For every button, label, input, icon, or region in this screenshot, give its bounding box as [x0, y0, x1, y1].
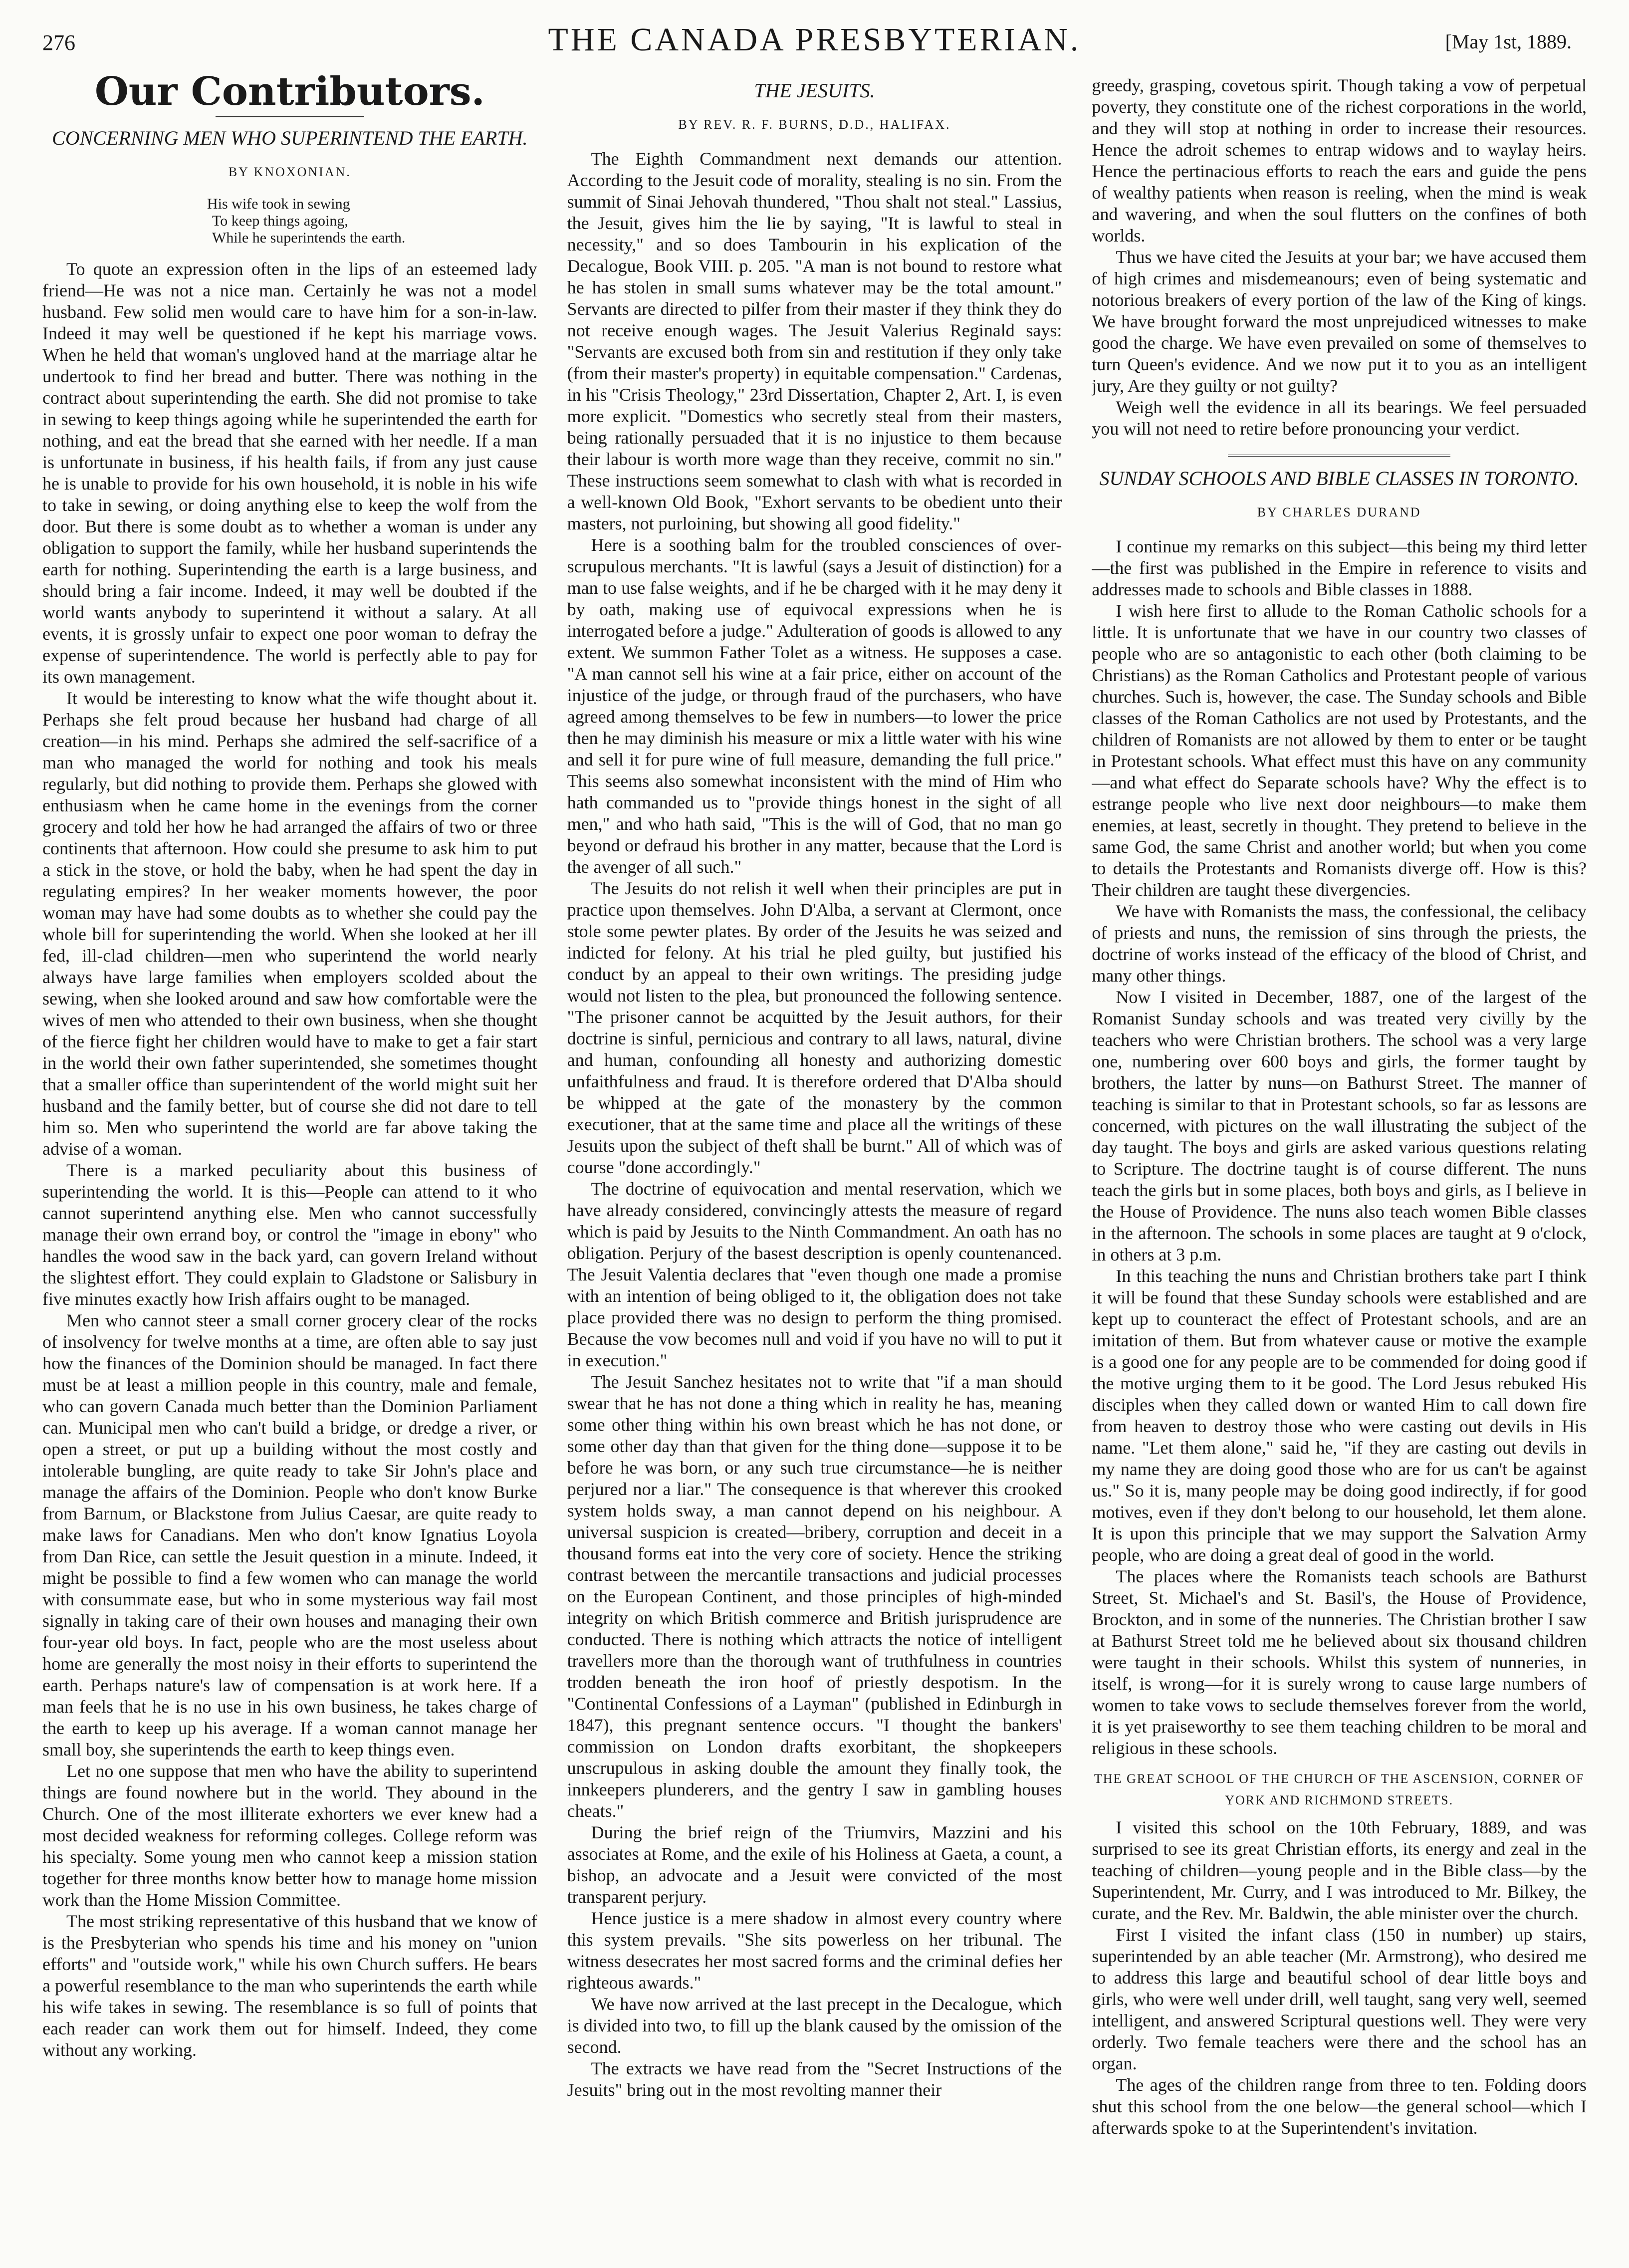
paragraph: Thus we have cited the Jesuits at your bar; we have accused them of high crimes and misdemeanours; even of being systematic and notorious breakers of every portion of the law of the King of kings. We have brought forward the most unprejudiced witnesses to make good the charge. We have even prevailed on some of themselves to turn Queen's evidence. And we now put it to you as an intelligent jury, Are they guilty or not guilty?	[1092, 247, 1587, 396]
article-columns	[42, 75, 1587, 2251]
verse-line: To keep things agoing,	[212, 213, 348, 229]
section-subheading: THE GREAT SCHOOL OF THE CHURCH OF THE ASCENSION, CORNER OF YORK AND RICHMOND STREETS.	[1094, 1771, 1585, 1807]
divider-rule	[1228, 455, 1450, 457]
paragraph: I visited this school on the 10th February, 1889, and was surprised to see its great Christian efforts, its energy and zeal in the teaching of children—young people and in the Bible class—by the Superintendent, Mr. Curry, and I was introduced to Mr. Bilkey, the curate, and the Rev. Mr. Baldwin, the able minister over the church.	[1092, 1817, 1587, 1923]
paragraph: First I visited the infant class (150 in number) up stairs, superintended by an able teacher (Mr. Armstrong), who desired me to address this large and beautiful school of dear little boys and girls, who were well under drill, well taught, sang very well, seemed intelligent, and answered Scriptural questions well. They were very orderly. Two female teachers were there and the school has an organ.	[1092, 1925, 1587, 2073]
paragraph: The extracts we have read from the "Secret Instructions of the Jesuits" bring out in the most revolting manner their	[567, 2058, 1062, 2100]
paragraph: I wish here first to allude to the Roman Catholic schools for a little. It is unfortunate that we have in our country two classes of people who are so antagonistic to each other (both claiming to be Christians) as the Roman Catholics and Protestant people of various churches. Such is, however, the case. The Sunday schools and Bible classes of the Roman Catholics are not used by Protestants, and the children of Romanists are not allowed by them to enter or be taught in Protestant schools. What effect must this have on any community—and what effect do Separate schools have? Why the effect is to estrange people who live next door neighbours—to make them enemies, at least, secretly in thought. They pretend to believe in the same God, the same Christ and another world; but when you come to details the Protestants and Romanists diverge off. How is this? Their children are taught these divergencies.	[1092, 601, 1587, 900]
paragraph: The Eighth Commandment next demands our attention. According to the Jesuit code of morality, stealing is no sin. From the summit of Sinai Jehovah thundered, "Thou shalt not steal." Lassius, the Jesuit, gives him the lie by saying, "It is lawful to steal in necessity," and so does Tambourin in his explication of the Decalogue, Book VIII. p. 205. "A man is not bound to restore what he has stolen in small sums whatever may be the total amount." Servants are directed to pilfer from their master if they think they do not receive enough wages. The Jesuit Valerius Reginald says: "Servants are excused both from sin and restitution if they only take (from their master's property) in equitable compensation." Cardenas, in his "Crisis Theology," 23rd Dissertation, Chapter 2, Art. I, is even more explicit. "Domestics who secretly steal from their masters, being rationally persuaded that it is no injustice to them because their labour is worth more wage than they receive, commit no sin." These instructions seem somewhat to clash with what is recorded in a well-known Old Book, "Exhort servants to be obedient unto their masters, not purloining, but showing all good fidelity."	[567, 149, 1062, 533]
paragraph: I continue my remarks on this subject—this being my third letter—the first was published in the Empire in reference to visits and addresses made to schools and Bible classes in 1888.	[1092, 536, 1587, 599]
paragraph: Weigh well the evidence in all its bearings. We feel persuaded you will not need to retire before pronouncing your verdict.	[1092, 397, 1587, 439]
paragraph: Men who cannot steer a small corner grocery clear of the rocks of insolvency for twelve months at a time, are often able to say just how the finances of the Dominion should be managed. In fact there must be at least a million people in this country, male and female, who can govern Canada much better than the Dominion Parliament can. Municipal men who can't build a bridge, or dredge a river, or open a street, or put up a building without the most costly and intolerable bungling, are quite ready to take Sir John's place and manage the affairs of the Dominion. People who don't know Burke from Barnum, or Blackstone from Julius Caesar, are quite ready to make laws for Canadians. Men who don't know Ignatius Loyola from Dan Rice, can settle the Jesuit question in a minute. Indeed, it might be possible to find a few women who can manage the world with consummate ease, but who in some mysterious way fail most signally in taking care of their own houses and managing their own four-year old boys. In fact, people who are the most useless about home are generally the most noisy in their efforts to superintend the earth. Perhaps nature's law of compensation is at work here. If a man feels that he is no use in his own business, he takes charge of the earth to keep up his average. If a woman cannot manage her small boy, she superintends the earth to keep things even.	[42, 1310, 537, 1760]
section-heading: Our Contributors.	[94, 75, 485, 114]
epigraph-verse	[207, 196, 537, 247]
column-1	[42, 75, 537, 2251]
article-byline: BY REV. R. F. BURNS, D.D., HALIFAX.	[678, 117, 951, 132]
paragraph: The places where the Romanists teach schools are Bathurst Street, St. Michael's and St. Basil's, the House of Providence, Brockton, and in some of the nunneries. The Christian brother I saw at Bathurst Street told me he believed about six thousand children were taught in their schools. Whilst this system of nunneries, in itself, is wrong—for it is surely wrong to cause large numbers of women to take vows to seclude themselves forever from the world, it is yet praiseworthy to see them teaching children to be moral and religious in these schools.	[1092, 1566, 1587, 1758]
paragraph: We have now arrived at the last precept in the Decalogue, which is divided into two, to fill up the blank caused by the omission of the second.	[567, 1994, 1062, 2057]
article-title: THE JESUITS.	[754, 79, 875, 102]
newspaper-title: THE CANADA PRESBYTERIAN.	[548, 21, 1081, 58]
paragraph: The Jesuits do not relish it well when their principles are put in practice upon themselves. John D'Alba, a servant at Clermont, once stole some pewter plates. By order of the Jesuits he was seized and indicted for felony. At his trial he pled guilty, but justified his conduct by an appeal to their own writings. The presiding judge would not listen to the plea, but pronounced the following sentence. "The prisoner cannot be acquitted by the Jesuit authors, for their doctrine is sinful, pernicious and contrary to all laws, natural, divine and human, confounding all honesty and authorizing domestic unfaithfulness and fraud. It is therefore ordered that D'Alba should be whipped at the gate of the monastery by the common executioner, that at the same time and place all the writings of these Jesuits upon the subject of theft shall be burnt." All of which was of course "done accordingly."	[567, 878, 1062, 1177]
article-byline: BY CHARLES DURAND	[1257, 505, 1421, 519]
paragraph: There is a marked peculiarity about this business of superintending the world. It is this—People can attend to it who cannot superintend anything else. Men who cannot successfully manage their own errand boy, or control the "image in ebony" who handles the wood saw in the back yard, can govern Ireland without the slightest effort. They could explain to Gladstone or Salisbury in five minutes exactly how Irish affairs ought to be managed.	[42, 1160, 537, 1309]
paragraph: Here is a soothing balm for the troubled consciences of over-scrupulous merchants. "It is lawful (says a Jesuit of distinction) for a man to use false weights, and if he be charged with it he may deny it by oath, making use of equivocal expressions when he is interrogated before a judge." Adulteration of goods is allowed to any extent. We summon Father Tolet as a witness. He supposes a case. "A man cannot sell his wine at a fair price, either on account of the injustice of the judge, or through fraud of the purchasers, who have agreed among themselves to be few in numbers—to lower the price then he may diminish his measure or mix a little water with his wine and sell it for pure wine of full measure, demanding the full price." This seems also somewhat inconsistent with the mind of Him who hath commanded us to "provide things honest in the sight of all men," and who hath said, "This is the will of God, that no man go beyond or defraud his brother in any matter, because that the Lord is the avenger of all such."	[567, 535, 1062, 877]
column-2	[567, 75, 1062, 2251]
paragraph: The ages of the children range from three to ten. Folding doors shut this school from the one below—the general school—which I afterwards spoke to at the Superintendent's invitation.	[1092, 2075, 1587, 2138]
paragraph: We have with Romanists the mass, the confessional, the celibacy of priests and nuns, the remission of sins through the priests, the doctrine of works instead of the efficacy of the blood of Christ, and many other things.	[1092, 901, 1587, 986]
paragraph: The Jesuit Sanchez hesitates not to write that "if a man should swear that he has not done a thing which in reality he has, meaning some other thing within his own breast which he has not done, or some other day than that given for the thing done—suppose it to be before he was born, or any such true circumstance—he is neither perjured nor a liar." The consequence is that wherever this crooked system holds sway, a man cannot depend on his neighbour. A universal suspicion is created—bribery, corruption and deceit in a thousand forms eat into the very core of society. Hence the striking contrast between the mercantile transactions and judicial processes on the European Continent, and those principles of high-minded integrity on which British commerce and British jurisprudence are conducted. There is nothing which attracts the notice of intelligent travellers more than the thorough want of truthfulness in countries trodden beneath the iron hoof of priestly despotism. In the "Continental Confessions of a Layman" (published in Edinburgh in 1847), this pregnant sentence occurs. "I thought the bankers' commission on London drafts exorbitant, the shopkeepers unscrupulous in asking double the amount they finally took, the innkeepers plunderers, and the gentry I saw in gambling houses cheats."	[567, 1372, 1062, 1821]
paragraph: Hence justice is a mere shadow in almost every country where this system prevails. "She sits powerless on her tribunal. The witness desecrates her most sacred forms and the criminal defies her righteous awards."	[567, 1908, 1062, 1993]
paragraph: In this teaching the nuns and Christian brothers take part I think it will be found that these Sunday schools were established and are kept up to counteract the effect of Protestant schools, and are an imitation of them. But from whatever cause or motive the example is a good one for any people are to be commended for doing good if the motive urging them to it be good. The Lord Jesus rebuked His disciples when they called down or wanted Him to call down fire from heaven to destroy those who were casting out devils in His name. "Let them alone," said he, "if they are casting out devils in my name they are doing good those who are for us can't be against us." So it is, many people may be doing good indirectly, if for good motives, even if they don't belong to our household, let them alone. It is upon this principle that we may support the Salvation Army people, who are doing a great deal of good in the world.	[1092, 1266, 1587, 1565]
article-byline: BY KNOXONIAN.	[228, 165, 351, 179]
verse-line: While he superintends the earth.	[212, 230, 406, 246]
issue-date: [May 1st, 1889.	[1445, 30, 1572, 53]
paragraph: greedy, grasping, covetous spirit. Though taking a vow of perpetual poverty, they constitute one of the richest corporations in the world, and they will stop at nothing in order to increase their resources. Hence the adroit schemes to entrap widows and to waylay heirs. Hence the pertinacious efforts to reach the ears and guide the pens of wealthy patients when reason is reeling, when the mind is weak and wavering, and when the soul flutters on the confines of both worlds.	[1092, 75, 1587, 246]
paragraph: Let no one suppose that men who have the ability to superintend things are found nowhere but in the world. They abound in the Church. One of the most illiterate exhorters we ever knew had a most decided weakness for reforming colleges. College reform was his specialty. Some young men who cannot keep a mission station together for three months know better how to manage home mission work than the Home Mission Committee.	[42, 1761, 537, 1910]
divider-rule	[216, 116, 364, 117]
paragraph: Now I visited in December, 1887, one of the largest of the Romanist Sunday schools and was treated very civilly by the teachers who were Christian brothers. The school was a very large one, numbering over 600 boys and girls, the former taught by brothers, the latter by nuns—on Bathurst Street. The manner of teaching is similar to that in Protestant schools, so far as lessons are concerned, with pictures on the wall illustrating the subject of the day taught. The boys and girls are asked various questions relating to Scripture. The doctrine taught is of course different. The nuns teach the girls but in some places, both boys and girls, as I believe in the House of Providence. The nuns also teach women Bible classes in the afternoon. The schools in some places are taught at 9 o'clock, in others at 3 p.m.	[1092, 987, 1587, 1264]
article-title: CONCERNING MEN WHO SUPERINTEND THE EARTH.	[52, 127, 528, 149]
paragraph: It would be interesting to know what the wife thought about it. Perhaps she felt proud because her husband had charge of all creation—in his mind. Perhaps she admired the self-sacrifice of a man who managed the world for nothing and took his meals regularly, but did nothing to provide them. Perhaps she glowed with enthusiasm when he came home in the evenings from the corner grocery and told her how he had arranged the affairs of two or three continents that afternoon. How could she presume to ask him to put a stick in the stove, or hold the baby, when he had spent the day in regulating empires? In her weaker moments however, the poor woman may have had some doubts as to whether she could pay the whole bill for superintending the world. When she looked at her ill fed, ill-clad children—men who superintend the world nearly always have large families when employers scolded about the sewing, when she looked around and saw how comfortable were the wives of men who attended to their own business, when she thought of the fierce fight her children would have to make to get a fair start in the world their own father superintended, she sometimes thought that a smaller office than superintendent of the world might suit her husband and the family better, but of course she did not dare to tell him so. Men who superintend the world are far above taking the advise of a woman.	[42, 688, 537, 1159]
verse-line: His wife took in sewing	[207, 196, 350, 212]
paragraph: The doctrine of equivocation and mental reservation, which we have already considered, convincingly attests the measure of regard which is paid by Jesuits to the Ninth Commandment. An oath has no obligation. Perjury of the basest description is openly countenanced. The Jesuit Valentia declares that "even though one made a promise with an intention of being obliged to it, the obligation does not take place provided there was no design to perform the thing promised. Because the vow becomes null and void if you have no will to put it in execution."	[567, 1179, 1062, 1370]
column-3	[1092, 75, 1587, 2251]
paragraph: To quote an expression often in the lips of an esteemed lady friend—He was not a nice man. Certainly he was not a model husband. Few solid men would care to have him for a son-in-law. Indeed it may well be questioned if he kept his marriage vows. When he held that woman's ungloved hand at the marriage altar he undertook to find her bread and butter. There was nothing in the contract about superintending the earth. She did not promise to take in sewing to keep things agoing while he superintended the earth for nothing, and eat the bread that she earned with her needle. If a man is unfortunate in business, if his health fails, if from any just cause he is unable to provide for his own household, it is noble in his wife to take in sewing, or doing anything else to keep the wolf from the door. But there is some doubt as to whether a woman is under any obligation to support the family, while her husband superintends the earth for nothing. Superintending the earth is a large business, and should bring a fair income. Indeed, it may well be doubted if the world wants anybody to superintend it without a salary. At all events, it is grossly unfair to expect one poor woman to defray the expense of superintendence. The world is perfectly able to pay for its own management.	[42, 259, 537, 687]
article-title: SUNDAY SCHOOLS AND BIBLE CLASSES IN TORONTO.	[1099, 467, 1579, 490]
paragraph: During the brief reign of the Triumvirs, Mazzini and his associates at Rome, and the exile of his Holiness at Gaeta, a count, a bishop, an advocate and a Jesuit were convicted of the most transparent perjury.	[567, 1822, 1062, 1907]
page-number: 276	[42, 30, 75, 55]
masthead	[0, 0, 1629, 75]
paragraph: The most striking representative of this husband that we know of is the Presbyterian who spends his time and his money on "union efforts" and "outside work," while his own Church suffers. He bears a powerful resemblance to the man who superintends the earth while his wife takes in sewing. The resemblance is so full of points that each reader can work them out for himself. Indeed, they come without any working.	[42, 1911, 537, 2060]
